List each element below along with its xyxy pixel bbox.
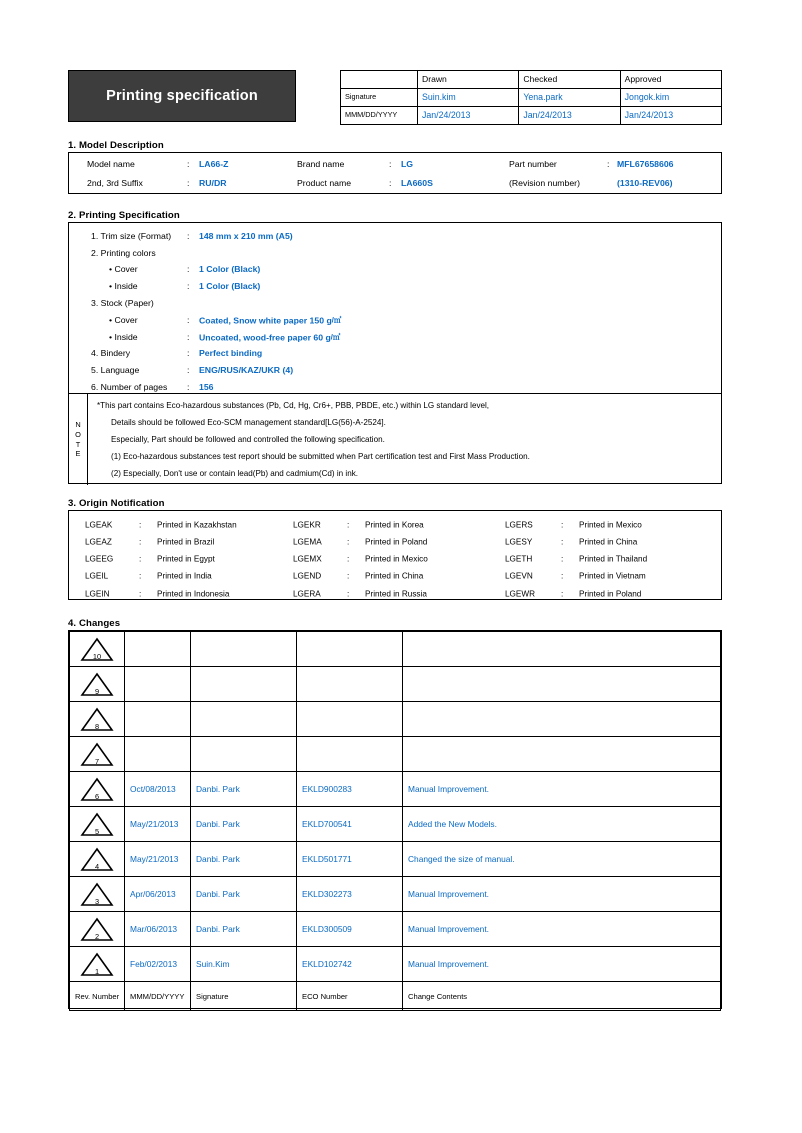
note-lines <box>88 394 721 485</box>
printing-spec-row <box>69 227 721 245</box>
revision-triangle-icon <box>80 882 114 907</box>
origin-code: LGEIL <box>85 571 109 581</box>
field-colon: : <box>187 158 190 169</box>
footer-signature: Signature <box>191 982 297 1011</box>
spec-label: 1. Trim size (Format) <box>91 230 172 241</box>
model-field-value: LA66-Z <box>199 158 229 169</box>
changes-footer-row <box>70 982 721 1011</box>
table-row <box>70 912 721 947</box>
sig-value-cell: Jongok.kim <box>620 89 721 107</box>
origin-country: Printed in Poland <box>579 589 642 599</box>
printing-spec-row <box>69 328 721 346</box>
section-heading-changes: 4. Changes <box>68 618 121 629</box>
field-colon: : <box>347 554 350 564</box>
table-row <box>70 947 721 982</box>
revision-triangle-icon <box>80 812 114 837</box>
sig-row <box>341 89 722 107</box>
change-date-cell: Mar/06/2013 <box>125 912 191 947</box>
revision-number-label: 4 <box>94 861 100 871</box>
printing-spec-row <box>69 378 721 396</box>
revision-cell <box>70 842 125 877</box>
change-eco-number-cell <box>297 667 403 702</box>
note-block <box>69 393 721 485</box>
signature-approval-table <box>340 70 722 125</box>
revision-cell <box>70 667 125 702</box>
origin-row <box>69 585 721 603</box>
revision-cell <box>70 947 125 982</box>
origin-country: Printed in Vietnam <box>579 571 646 581</box>
section-heading-model-description: 1. Model Description <box>68 140 164 151</box>
origin-row <box>69 533 721 551</box>
origin-code: LGERA <box>293 589 321 599</box>
change-signature-cell <box>191 667 297 702</box>
revision-triangle-icon <box>80 742 114 767</box>
origin-country: Printed in China <box>579 537 638 547</box>
footer-date-format: MMM/DD/YYYY <box>125 982 191 1011</box>
revision-cell <box>70 737 125 772</box>
field-colon: : <box>139 589 142 599</box>
page-title-text: Printing specification <box>106 88 258 104</box>
revision-number-label: 7 <box>94 756 100 766</box>
printing-spec-row <box>69 261 721 279</box>
change-contents-cell <box>403 737 721 772</box>
sig-value-cell: Jan/24/2013 <box>620 107 721 125</box>
change-contents-cell: Added the New Models. <box>403 807 721 842</box>
origin-code: LGEEG <box>85 554 114 564</box>
origin-code: LGETH <box>505 554 533 564</box>
origin-code: LGERS <box>505 520 533 530</box>
printing-specification-table <box>68 222 722 484</box>
spec-value: 1 Color (Black) <box>199 264 261 275</box>
change-contents-cell <box>403 632 721 667</box>
revision-number-label: 8 <box>94 721 100 731</box>
field-colon: : <box>187 331 190 342</box>
field-colon: : <box>187 264 190 275</box>
field-colon: : <box>139 554 142 564</box>
note-text-line: (1) Eco-hazardous substances test report should be submitted when Part certification test and First Mass Production. <box>111 452 530 462</box>
change-signature-cell <box>191 632 297 667</box>
origin-code: LGEIN <box>85 589 110 599</box>
origin-code: LGEVN <box>505 571 533 581</box>
revision-triangle-icon <box>80 952 114 977</box>
spec-value: Perfect binding <box>199 348 263 359</box>
spec-label: • Inside <box>109 281 138 292</box>
change-eco-number-cell <box>297 702 403 737</box>
printing-spec-row <box>69 277 721 295</box>
revision-triangle-icon <box>80 707 114 732</box>
model-field-value: LA660S <box>401 178 433 189</box>
revision-triangle-icon <box>80 847 114 872</box>
sig-row <box>341 107 722 125</box>
model-field-label: Model name <box>87 158 135 169</box>
change-contents-cell: Manual Improvement. <box>403 912 721 947</box>
spec-label: 3. Stock (Paper) <box>91 297 154 308</box>
revision-number-label: 3 <box>94 896 100 906</box>
section-heading-origin-notification: 3. Origin Notification <box>68 498 165 509</box>
change-date-cell: May/21/2013 <box>125 807 191 842</box>
section-heading-printing-specification: 2. Printing Specification <box>68 210 180 221</box>
spec-value-unit: /㎡ <box>330 332 341 342</box>
table-row <box>70 772 721 807</box>
revision-number-label: 5 <box>94 826 100 836</box>
sig-column-header: Checked <box>519 71 620 89</box>
origin-country: Printed in India <box>157 571 212 581</box>
origin-country: Printed in Indonesia <box>157 589 230 599</box>
origin-code: LGEWR <box>505 589 536 599</box>
change-date-cell: Feb/02/2013 <box>125 947 191 982</box>
revision-triangle-icon <box>80 637 114 662</box>
model-field-value: RU/DR <box>199 178 227 189</box>
change-eco-number-cell <box>297 737 403 772</box>
field-colon: : <box>139 571 142 581</box>
sig-value-cell: Yena.park <box>519 89 620 107</box>
printing-spec-row <box>69 361 721 379</box>
revision-triangle-icon <box>80 777 114 802</box>
revision-number-label: 2 <box>94 931 100 941</box>
change-signature-cell: Danbi. Park <box>191 807 297 842</box>
spec-label: 2. Printing colors <box>91 247 156 258</box>
spec-label: 6. Number of pages <box>91 381 168 392</box>
change-date-cell: Oct/08/2013 <box>125 772 191 807</box>
table-row <box>70 807 721 842</box>
change-signature-cell: Danbi. Park <box>191 912 297 947</box>
revision-cell <box>70 632 125 667</box>
model-field-label: Product name <box>297 178 352 189</box>
sig-corner-cell <box>341 71 418 89</box>
sig-value-cell: Jan/24/2013 <box>418 107 519 125</box>
sig-value-cell: Suin.kim <box>418 89 519 107</box>
origin-country: Printed in Russia <box>365 589 427 599</box>
change-date-cell: May/21/2013 <box>125 842 191 877</box>
revision-triangle-icon <box>80 917 114 942</box>
model-description-table <box>68 152 722 194</box>
field-colon: : <box>187 348 190 359</box>
origin-row <box>69 516 721 534</box>
origin-row <box>69 550 721 568</box>
field-colon: : <box>561 554 564 564</box>
field-colon: : <box>389 178 392 189</box>
change-date-cell <box>125 667 191 702</box>
model-field-label: 2nd, 3rd Suffix <box>87 178 143 189</box>
spec-value: Uncoated, wood-free paper 60 g/㎡ <box>199 332 341 343</box>
spec-value: 148 mm x 210 mm (A5) <box>199 230 293 241</box>
printing-spec-row <box>69 311 721 329</box>
note-text-line: Especially, Part should be followed and controlled the following specification. <box>111 435 385 445</box>
printing-spec-row <box>69 294 721 312</box>
table-row <box>70 632 721 667</box>
change-contents-cell: Changed the size of manual. <box>403 842 721 877</box>
model-field-label: Part number <box>509 158 557 169</box>
revision-cell <box>70 772 125 807</box>
sig-column-header: Drawn <box>418 71 519 89</box>
note-text-line: Details should be followed Eco-SCM management standard[LG(56)-A-2524]. <box>111 418 386 428</box>
change-eco-number-cell: EKLD501771 <box>297 842 403 877</box>
printing-spec-row <box>69 244 721 262</box>
model-field-value: MFL67658606 <box>617 158 674 169</box>
note-label-char: T <box>75 439 81 449</box>
footer-rev-number: Rev. Number <box>70 982 125 1011</box>
field-colon: : <box>347 589 350 599</box>
origin-country: Printed in Thailand <box>579 554 648 564</box>
spec-label: • Cover <box>109 314 138 325</box>
note-label-char: E <box>75 449 81 459</box>
origin-code: LGEAK <box>85 520 113 530</box>
origin-country: Printed in Poland <box>365 537 428 547</box>
revision-number-label: 1 <box>94 966 100 976</box>
origin-country: Printed in Brazil <box>157 537 215 547</box>
revision-cell <box>70 702 125 737</box>
origin-country: Printed in China <box>365 571 424 581</box>
origin-country: Printed in Kazakhstan <box>157 520 237 530</box>
change-signature-cell: Danbi. Park <box>191 842 297 877</box>
spec-value: Coated, Snow white paper 150 g/㎡ <box>199 315 342 326</box>
sig-value-cell: Jan/24/2013 <box>519 107 620 125</box>
change-signature-cell: Danbi. Park <box>191 772 297 807</box>
document-header <box>68 70 722 126</box>
changes-table <box>69 631 721 1011</box>
field-colon: : <box>187 365 190 376</box>
change-signature-cell: Suin.Kim <box>191 947 297 982</box>
origin-notification-table <box>68 510 722 600</box>
change-date-cell <box>125 737 191 772</box>
origin-country: Printed in Mexico <box>365 554 428 564</box>
change-eco-number-cell: EKLD102742 <box>297 947 403 982</box>
sig-header-row <box>341 71 722 89</box>
field-colon: : <box>187 230 190 241</box>
origin-row <box>69 568 721 586</box>
sig-row-label: Signature <box>341 89 418 107</box>
model-description-row <box>69 153 721 174</box>
model-description-row <box>69 173 721 194</box>
table-row <box>70 737 721 772</box>
change-signature-cell: Danbi. Park <box>191 877 297 912</box>
change-signature-cell <box>191 702 297 737</box>
spec-label: 5. Language <box>91 365 140 376</box>
change-eco-number-cell: EKLD302273 <box>297 877 403 912</box>
note-label-char: N <box>75 419 81 429</box>
field-colon: : <box>187 281 190 292</box>
sig-row-label: MMM/DD/YYYY <box>341 107 418 125</box>
printing-spec-row <box>69 345 721 363</box>
field-colon: : <box>347 537 350 547</box>
origin-code: LGEMX <box>293 554 322 564</box>
change-contents-cell <box>403 702 721 737</box>
spec-value: 156 <box>199 381 214 392</box>
change-date-cell <box>125 632 191 667</box>
origin-code: LGEKR <box>293 520 321 530</box>
field-colon: : <box>607 158 610 169</box>
model-field-value: (1310-REV06) <box>617 178 673 189</box>
field-colon: : <box>347 520 350 530</box>
note-label-char: O <box>75 429 81 439</box>
revision-number-label: 10 <box>92 651 102 661</box>
spec-value-unit: /㎡ <box>331 315 342 325</box>
field-colon: : <box>561 571 564 581</box>
change-date-cell: Apr/06/2013 <box>125 877 191 912</box>
table-row <box>70 667 721 702</box>
table-row <box>70 702 721 737</box>
origin-country: Printed in Mexico <box>579 520 642 530</box>
change-eco-number-cell: EKLD700541 <box>297 807 403 842</box>
footer-change-contents: Change Contents <box>403 982 721 1011</box>
spec-label: 4. Bindery <box>91 348 131 359</box>
origin-code: LGEAZ <box>85 537 112 547</box>
page-title <box>68 70 296 122</box>
field-colon: : <box>187 314 190 325</box>
note-text-line: (2) Especially, Don't use or contain lead(Pb) and cadmium(Cd) in ink. <box>111 469 359 479</box>
change-contents-cell <box>403 667 721 702</box>
field-colon: : <box>561 537 564 547</box>
field-colon: : <box>561 589 564 599</box>
revision-cell <box>70 877 125 912</box>
note-label <box>69 394 88 485</box>
spec-label: • Cover <box>109 264 138 275</box>
field-colon: : <box>187 381 190 392</box>
spec-label: • Inside <box>109 331 138 342</box>
field-colon: : <box>187 178 190 189</box>
origin-code: LGEMA <box>293 537 322 547</box>
field-colon: : <box>389 158 392 169</box>
revision-number-label: 9 <box>94 686 100 696</box>
revision-triangle-icon <box>80 672 114 697</box>
table-row <box>70 877 721 912</box>
revision-cell <box>70 807 125 842</box>
change-contents-cell: Manual Improvement. <box>403 772 721 807</box>
sig-column-header: Approved <box>620 71 721 89</box>
table-row <box>70 842 721 877</box>
field-colon: : <box>561 520 564 530</box>
origin-code: LGEND <box>293 571 322 581</box>
field-colon: : <box>139 537 142 547</box>
field-colon: : <box>347 571 350 581</box>
change-signature-cell <box>191 737 297 772</box>
changes-table-wrapper <box>68 630 722 1009</box>
origin-country: Printed in Egypt <box>157 554 215 564</box>
change-date-cell <box>125 702 191 737</box>
revision-cell <box>70 912 125 947</box>
model-field-value: LG <box>401 158 414 169</box>
change-contents-cell: Manual Improvement. <box>403 877 721 912</box>
change-eco-number-cell <box>297 632 403 667</box>
field-colon: : <box>139 520 142 530</box>
change-eco-number-cell: EKLD900283 <box>297 772 403 807</box>
spec-value: ENG/RUS/KAZ/UKR (4) <box>199 365 294 376</box>
spec-value: 1 Color (Black) <box>199 281 261 292</box>
footer-eco-number: ECO Number <box>297 982 403 1011</box>
origin-country: Printed in Korea <box>365 520 424 530</box>
origin-code: LGESY <box>505 537 533 547</box>
model-field-label: (Revision number) <box>509 178 580 189</box>
revision-number-label: 6 <box>94 791 100 801</box>
model-field-label: Brand name <box>297 158 345 169</box>
note-text-line: *This part contains Eco-hazardous substances (Pb, Cd, Hg, Cr6+, PBB, PBDE, etc.) within LG standard level, <box>97 401 490 411</box>
change-contents-cell: Manual Improvement. <box>403 947 721 982</box>
change-eco-number-cell: EKLD300509 <box>297 912 403 947</box>
